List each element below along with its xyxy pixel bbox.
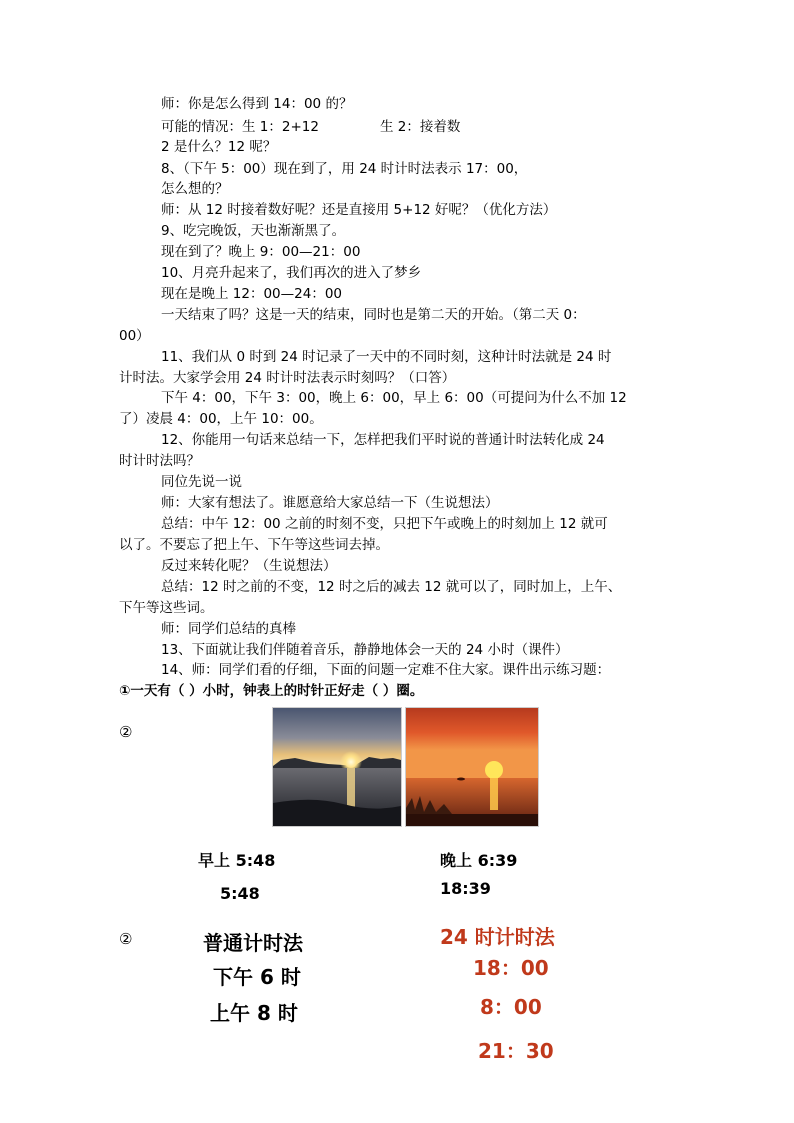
text-line: 师：你是怎么得到 14：00 的？ [161,96,353,112]
text-line: 12、你能用一句话来总结一下，怎样把我们平时说的普通计时法转化成 24 [161,432,605,448]
text-line: 时计时法吗？ [119,453,200,469]
text-line: 师：同学们总结的真棒 [161,621,296,637]
normal-time-item: 上午 8 时 [210,1001,298,1025]
sunset-label: 晚上 6:39 [440,851,518,870]
text-line: 以了。不要忘了把上午、下午等这些词去掉。 [119,537,389,553]
text-line: 总结：中午 12：00 之前的时刻不变，只把下午或晚上的时刻加上 12 就可 [161,516,608,532]
24h-item: 8：00 [480,995,542,1019]
text-line: 14、师：同学们看的仔细，下面的问题一定难不住大家。课件出示练习题： [161,662,611,678]
text-line: 同位先说一说 [161,474,242,490]
text-line: 一天结束了吗？这是一天的结束，同时也是第二天的开始。（第二天 0： [161,307,586,323]
text-line: 下午 4：00，下午 3：00，晚上 6：00，早上 6：00（可提问为什么不加 12 [161,390,627,406]
text-line: 师：从 12 时接着数好呢？还是直接用 5+12 好呢？（优化方法） [161,202,557,218]
24h-item: 21：30 [478,1039,554,1063]
sunrise-photo [272,707,402,827]
sunset-time: 18:39 [440,879,491,898]
sunset-photo [405,707,539,827]
normal-time-item: 下午 6 时 [213,965,301,989]
text-line: 了）凌晨 4：00，上午 10：00。 [119,411,323,427]
text-line: 怎么想的？ [161,181,229,197]
text-line: 现在到了？晚上 9：00—21：00 [161,244,361,260]
text-line: 总结：12 时之前的不变，12 时之后的减去 12 就可以了，同时加上，上午、 [161,579,622,595]
text-line: 13、下面就让我们伴随着音乐，静静地体会一天的 24 小时（课件） [161,642,569,658]
normal-time-header: 普通计时法 [203,931,303,955]
sunrise-label: 早上 5:48 [198,851,276,870]
text-line: 生 2：接着数 [380,119,461,135]
text-line: 8、（下午 5：00）现在到了，用 24 时计时法表示 17：00， [161,161,528,177]
24h-header: 24 时计时法 [440,925,555,949]
text-line: 2 是什么？12 呢？ [161,139,277,155]
sunrise-time: 5:48 [220,884,260,903]
text-line: 师：大家有想法了。谁愿意给大家总结一下（生说想法） [161,495,499,511]
text-line: 计时法。大家学会用 24 时计时法表示时刻吗？（口答） [119,370,456,386]
text-line: 下午等这些词。 [119,600,214,616]
text-line: 9、吃完晚饭，天也渐渐黑了。 [161,223,346,239]
question-3-marker: ② [119,930,133,948]
question-1: ①一天有（ ）小时，钟表上的时针正好走（ ）圈。 [119,683,424,699]
24h-item: 18：00 [473,956,549,980]
text-line: 现在是晚上 12：00—24：00 [161,286,343,302]
text-line: 11、我们从 0 时到 24 时记录了一天中的不同时刻，这种计时法就是 24 时 [161,349,612,365]
question-2-marker: ② [119,723,133,741]
text-line: 00） [119,328,150,344]
text-line: 10、月亮升起来了，我们再次的进入了梦乡 [161,265,422,281]
text-line: 反过来转化呢？（生说想法） [161,558,337,574]
text-line: 可能的情况：生 1：2+12 [161,119,319,135]
